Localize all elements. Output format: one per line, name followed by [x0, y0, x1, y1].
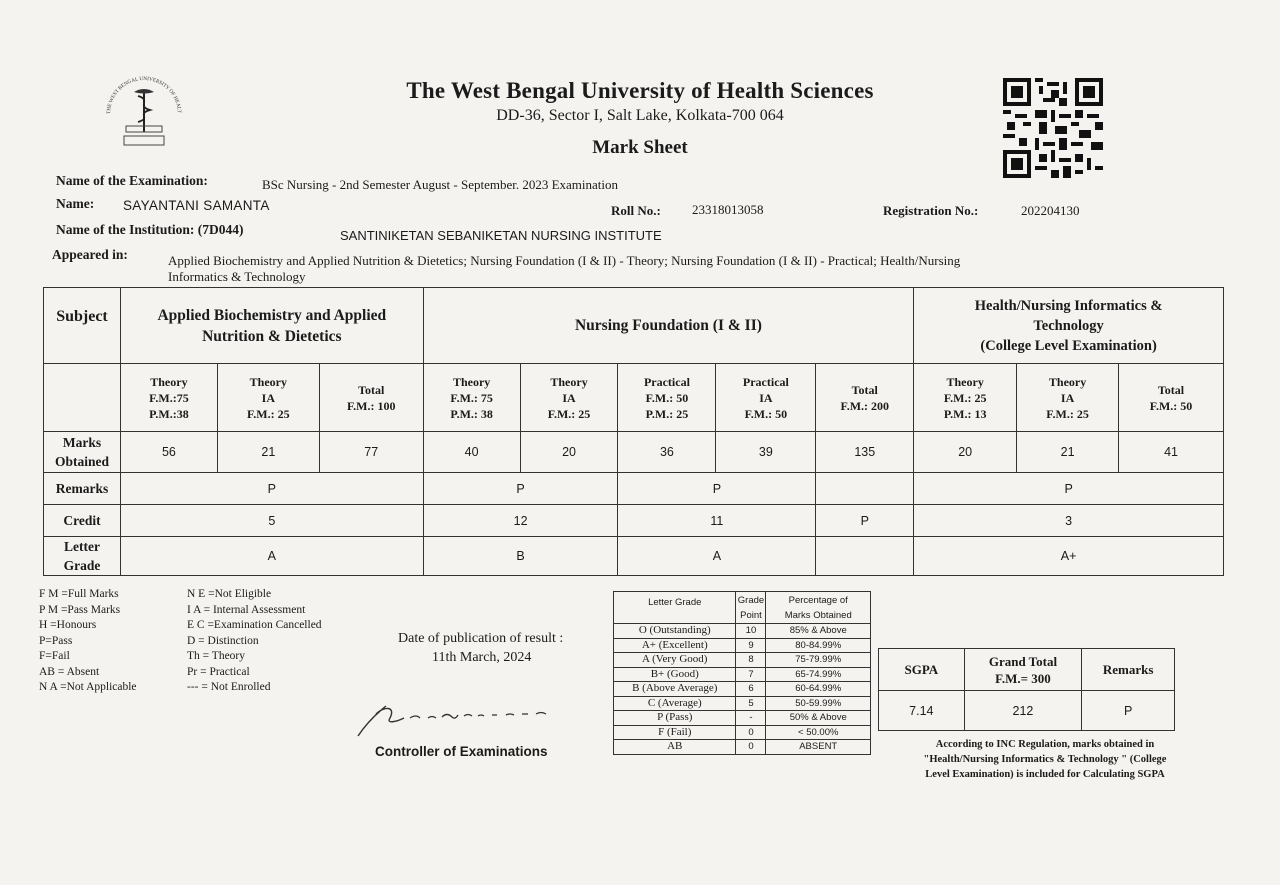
- mark-cell: 40: [423, 432, 520, 473]
- mark-cell: 20: [914, 432, 1017, 473]
- document-title: Mark Sheet: [592, 137, 688, 158]
- roll-value: 23318013058: [692, 202, 764, 217]
- appeared-value: [168, 253, 960, 285]
- marks-table: [43, 287, 1224, 576]
- publication-label: Date of publication of result :: [398, 631, 564, 646]
- inc-note: [900, 737, 1190, 782]
- university-address: DD-36, Sector I, Salt Lake, Kolkata-700 064: [496, 107, 784, 124]
- legend-item: Th = Theory: [187, 650, 246, 662]
- grade-scale-row: F (Fail) 0 < 50.00%: [614, 725, 871, 740]
- remarks-cell: P: [618, 473, 816, 505]
- sgpa-label: SGPA: [879, 649, 965, 691]
- name-label: Name:: [56, 196, 95, 211]
- grade-scale-row: B+ (Good) 7 65-74.99%: [614, 667, 871, 682]
- legend-item: AB = Absent: [39, 665, 100, 678]
- marks-row: [44, 432, 1224, 473]
- grade-cell: A: [618, 537, 816, 576]
- col-header: Practical F.M.: 50 P.M.: 25: [618, 364, 716, 432]
- inc-note-line-1: According to INC Regulation, marks obtained in: [935, 739, 1155, 750]
- legend-left: [39, 587, 137, 696]
- col-header: Total F.M.: 50: [1119, 364, 1224, 432]
- grade-scale-table: [613, 591, 871, 755]
- legend-item: P M =Pass Marks: [39, 603, 121, 616]
- mark-cell: 56: [120, 432, 217, 473]
- col-header: Theory IA F.M.: 25: [520, 364, 618, 432]
- subject-informatics-line-3: (College Level Examination): [980, 337, 1157, 354]
- legend-item: H =Honours: [39, 619, 97, 631]
- grade-scale-header: Letter Grade: [614, 592, 736, 624]
- credit-label: Credit: [44, 505, 121, 537]
- legend-item: --- = Not Enrolled: [187, 681, 271, 693]
- grade-scale-row: AB 0 ABSENT: [614, 740, 871, 755]
- legend-right: [187, 587, 322, 696]
- reg-label: Registration No.:: [883, 203, 979, 218]
- mark-cell: 135: [816, 432, 914, 473]
- grade-scale-header: Grade Point: [736, 592, 766, 624]
- credit-cell: 3: [914, 505, 1224, 537]
- grade-scale-header: Percentage of Marks Obtained: [766, 592, 871, 624]
- legend-item: I A = Internal Assessment: [187, 603, 306, 616]
- grade-label: Letter Grade: [44, 537, 121, 576]
- subject-biochemistry: [120, 288, 423, 364]
- grade-cell: B: [423, 537, 618, 576]
- col-header: Theory IA F.M.: 25: [1017, 364, 1119, 432]
- remarks-label: Remarks: [44, 473, 121, 505]
- mark-cell: 21: [1017, 432, 1119, 473]
- grade-scale-row: C (Average) 5 50-59.99%: [614, 696, 871, 711]
- sgpa-remarks-label: Remarks: [1082, 649, 1175, 691]
- credit-row: [44, 505, 1224, 537]
- credit-cell: 12: [423, 505, 618, 537]
- title-block: [0, 78, 1280, 159]
- controller-signature: [346, 692, 582, 742]
- institution-value: SANTINIKETAN SEBANIKETAN NURSING INSTITUTE: [340, 228, 662, 243]
- subject-header: Subject: [44, 288, 121, 364]
- legend-item: D = Distinction: [187, 634, 259, 647]
- roll-label: Roll No.:: [611, 203, 661, 218]
- grade-scale-row: A (Very Good) 8 75-79.99%: [614, 653, 871, 668]
- subject-nursing-foundation: Nursing Foundation (I & II): [423, 288, 914, 364]
- institution-label: Name of the Institution: (7D044): [56, 222, 244, 237]
- subject-biochemistry-line-1: Applied Biochemistry and Applied: [157, 306, 387, 324]
- grade-scale-row: B (Above Average) 6 60-64.99%: [614, 682, 871, 697]
- col-header: Theory IA F.M.: 25: [217, 364, 319, 432]
- inc-note-line-3: Level Examination) is included for Calculating SGPA: [925, 769, 1165, 780]
- mark-cell: 20: [520, 432, 618, 473]
- legend-item: N A =Not Applicable: [39, 681, 137, 693]
- appeared-line-2: Informatics & Technology: [168, 269, 306, 284]
- legend-item: Pr = Practical: [187, 665, 250, 678]
- subject-informatics: [914, 288, 1224, 364]
- credit-cell: P: [816, 505, 914, 537]
- sgpa-table: [878, 648, 1175, 731]
- legend-item: F M =Full Marks: [39, 588, 119, 600]
- col-header: Practical IA F.M.: 50: [716, 364, 816, 432]
- empty-cell: [44, 364, 121, 432]
- grand-total-label: Grand Total F.M.= 300: [964, 649, 1082, 691]
- grade-row: [44, 537, 1224, 576]
- credit-cell: 5: [120, 505, 423, 537]
- svg-text:THE WEST BENGAL UNIVERSITY OF: THE WEST BENGAL UNIVERSITY OF HEALT: [105, 75, 183, 115]
- sgpa-remarks-value: P: [1082, 691, 1175, 731]
- mark-cell: 41: [1119, 432, 1224, 473]
- controller-title: Controller of Examinations: [375, 744, 548, 759]
- remarks-cell: P: [423, 473, 618, 505]
- university-name: The West Bengal University of Health Sciences: [406, 78, 874, 103]
- col-header: Theory F.M.: 75 P.M.: 38: [423, 364, 520, 432]
- column-header-row: [44, 364, 1224, 432]
- legend-item: P=Pass: [39, 634, 73, 647]
- subject-informatics-line-2: Technology: [1033, 317, 1104, 334]
- exam-label: Name of the Examination:: [56, 173, 208, 188]
- publication-block: [398, 629, 563, 667]
- marks-label: Marks Obtained: [44, 432, 121, 473]
- legend-item: N E =Not Eligible: [187, 588, 272, 600]
- col-header: Theory F.M.:75 P.M.:38: [120, 364, 217, 432]
- col-header: Theory F.M.: 25 P.M.: 13: [914, 364, 1017, 432]
- legend-item: E C =Examination Cancelled: [187, 619, 322, 631]
- grade-scale-row: O (Outstanding) 10 85% & Above: [614, 624, 871, 639]
- grade-scale-row: A+ (Excellent) 9 80-84.99%: [614, 638, 871, 653]
- grade-cell: A: [120, 537, 423, 576]
- subject-biochemistry-line-2: Nutrition & Dietetics: [202, 327, 342, 345]
- remarks-cell: P: [120, 473, 423, 505]
- mark-cell: 36: [618, 432, 716, 473]
- reg-value: 202204130: [1021, 203, 1080, 218]
- col-header: Total F.M.: 100: [319, 364, 423, 432]
- remarks-cell: P: [914, 473, 1224, 505]
- mark-cell: 21: [217, 432, 319, 473]
- inc-note-line-2: "Health/Nursing Informatics & Technology " (College: [923, 754, 1167, 765]
- grade-scale-row: P (Pass) - 50% & Above: [614, 711, 871, 726]
- publication-date: 11th March, 2024: [432, 650, 532, 665]
- grade-cell: A+: [914, 537, 1224, 576]
- remarks-cell: [816, 473, 914, 505]
- legend-item: F=Fail: [39, 650, 70, 662]
- subject-informatics-line-1: Health/Nursing Informatics &: [974, 297, 1163, 314]
- mark-cell: 39: [716, 432, 816, 473]
- name-value: SAYANTANI SAMANTA: [123, 198, 270, 213]
- col-header: Total F.M.: 200: [816, 364, 914, 432]
- grade-cell: [816, 537, 914, 576]
- sgpa-value: 7.14: [879, 691, 965, 731]
- appeared-label: Appeared in:: [52, 247, 128, 262]
- exam-value: BSc Nursing - 2nd Semester August - September. 2023 Examination: [262, 177, 619, 192]
- mark-cell: 77: [319, 432, 423, 473]
- remarks-row: [44, 473, 1224, 505]
- appeared-line-1: Applied Biochemistry and Applied Nutrition & Dietetics; Nursing Foundation (I & II) - Theory; Nursing Foundation (I & II) - Practical; Health/Nursing: [168, 253, 961, 268]
- credit-cell: 11: [618, 505, 816, 537]
- grand-total-value: 212: [964, 691, 1082, 731]
